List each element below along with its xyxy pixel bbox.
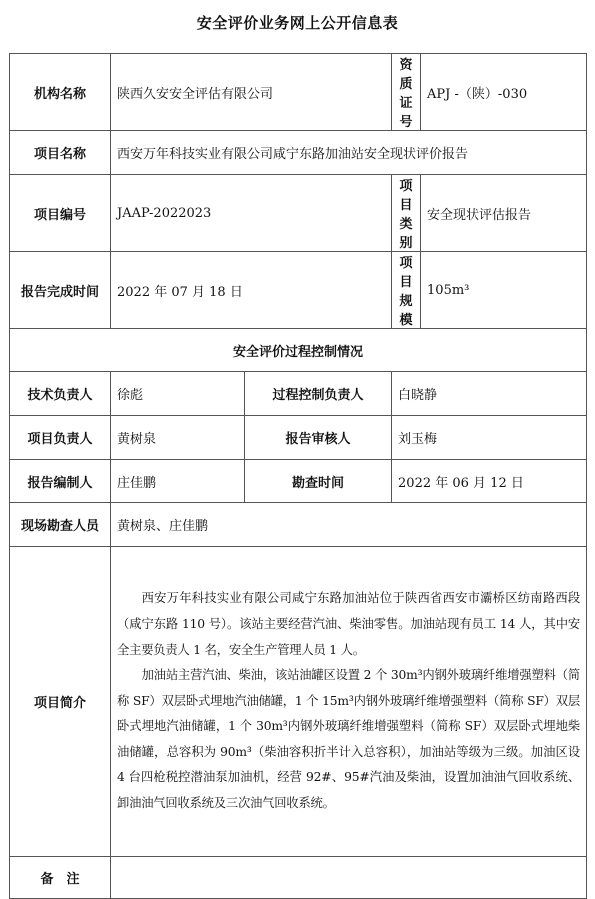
row-intro xyxy=(10,547,587,857)
row-site-personnel xyxy=(10,503,587,547)
row-project-no xyxy=(10,175,587,252)
project-name-label: 项目名称 xyxy=(10,131,111,175)
remarks-value xyxy=(111,857,587,899)
info-table xyxy=(9,53,587,899)
intro-paragraph-1: 西安万年科技实业有限公司咸宁东路加油站位于陕西省西安市灞桥区纺南路西段（咸宁东路 110 号）。该站主要经营汽油、柴油零售。加油站现有员工 14 人，其中安全主要负责人 1 名，安全生产管理人员 1 人。 xyxy=(117,591,581,657)
report-reviewer-value: 刘玉梅 xyxy=(392,416,587,460)
project-scale-label: 项目规模 xyxy=(392,252,421,329)
row-tech-lead xyxy=(10,372,587,416)
document-title: 安全评价业务网上公开信息表 xyxy=(196,14,399,32)
project-no-label: 项目编号 xyxy=(10,175,111,252)
row-section-title xyxy=(10,329,587,372)
process-lead-value: 白晓静 xyxy=(392,372,587,416)
survey-time-value: 2022 年 06 月 12 日 xyxy=(392,460,587,503)
tech-lead-label: 技术负责人 xyxy=(10,372,111,416)
project-no-value: JAAP-2022023 xyxy=(111,175,392,252)
project-type-value: 安全现状评估报告 xyxy=(421,175,587,252)
row-project-lead xyxy=(10,416,587,460)
row-report-author xyxy=(10,460,587,503)
project-scale-value: 105m³ xyxy=(421,252,587,329)
project-type-label: 项目类别 xyxy=(392,175,421,252)
org-name-value: 陕西久安安全评估有限公司 xyxy=(111,54,392,131)
row-project-name xyxy=(10,131,587,175)
intro-content xyxy=(111,547,587,857)
section-title: 安全评价过程控制情况 xyxy=(10,329,587,372)
report-author-value: 庄佳鹏 xyxy=(111,460,245,503)
intro-label: 项目简介 xyxy=(10,547,111,857)
cert-no-value: APJ -（陕）-030 xyxy=(421,54,587,131)
remarks-label: 备 注 xyxy=(10,857,111,899)
row-remarks xyxy=(10,857,587,899)
process-lead-label: 过程控制负责人 xyxy=(245,372,392,416)
survey-time-label: 勘查时间 xyxy=(245,460,392,503)
project-lead-label: 项目负责人 xyxy=(10,416,111,460)
row-report-date xyxy=(10,252,587,329)
tech-lead-value: 徐彪 xyxy=(111,372,245,416)
intro-paragraph-2: 加油站主营汽油、柴油，该站油罐区设置 2 个 30m³内钢外玻璃纤维增强塑料（简称 SF）双层卧式埋地汽油储罐，1 个 15m³内钢外玻璃纤维增强塑料（简称 SF）双层卧式埋地汽油储罐，1 个 30m³内钢外玻璃纤维增强塑料（简称 SF）双层卧式埋地柴油储罐，总容积为 90m³（柴油容积折半计入总容积），加油站等级为三级。加油区设 4 台四枪税控潜油泵加油机，经营 92#、95#汽油及柴油，设置加油油气回收系统、卸油油气回收系统及三次油气回收系统。 xyxy=(117,668,581,811)
report-author-label: 报告编制人 xyxy=(10,460,111,503)
row-org xyxy=(10,54,587,131)
site-personnel-label: 现场勘查人员 xyxy=(10,503,111,547)
cert-no-label: 资质证号 xyxy=(392,54,421,131)
report-date-label: 报告完成时间 xyxy=(10,252,111,329)
report-reviewer-label: 报告审核人 xyxy=(245,416,392,460)
site-personnel-value: 黄树泉、庄佳鹏 xyxy=(111,503,587,547)
project-name-value: 西安万年科技实业有限公司咸宁东路加油站安全现状评价报告 xyxy=(111,131,587,175)
project-lead-value: 黄树泉 xyxy=(111,416,245,460)
org-name-label: 机构名称 xyxy=(10,54,111,131)
report-date-value: 2022 年 07 月 18 日 xyxy=(111,252,392,329)
